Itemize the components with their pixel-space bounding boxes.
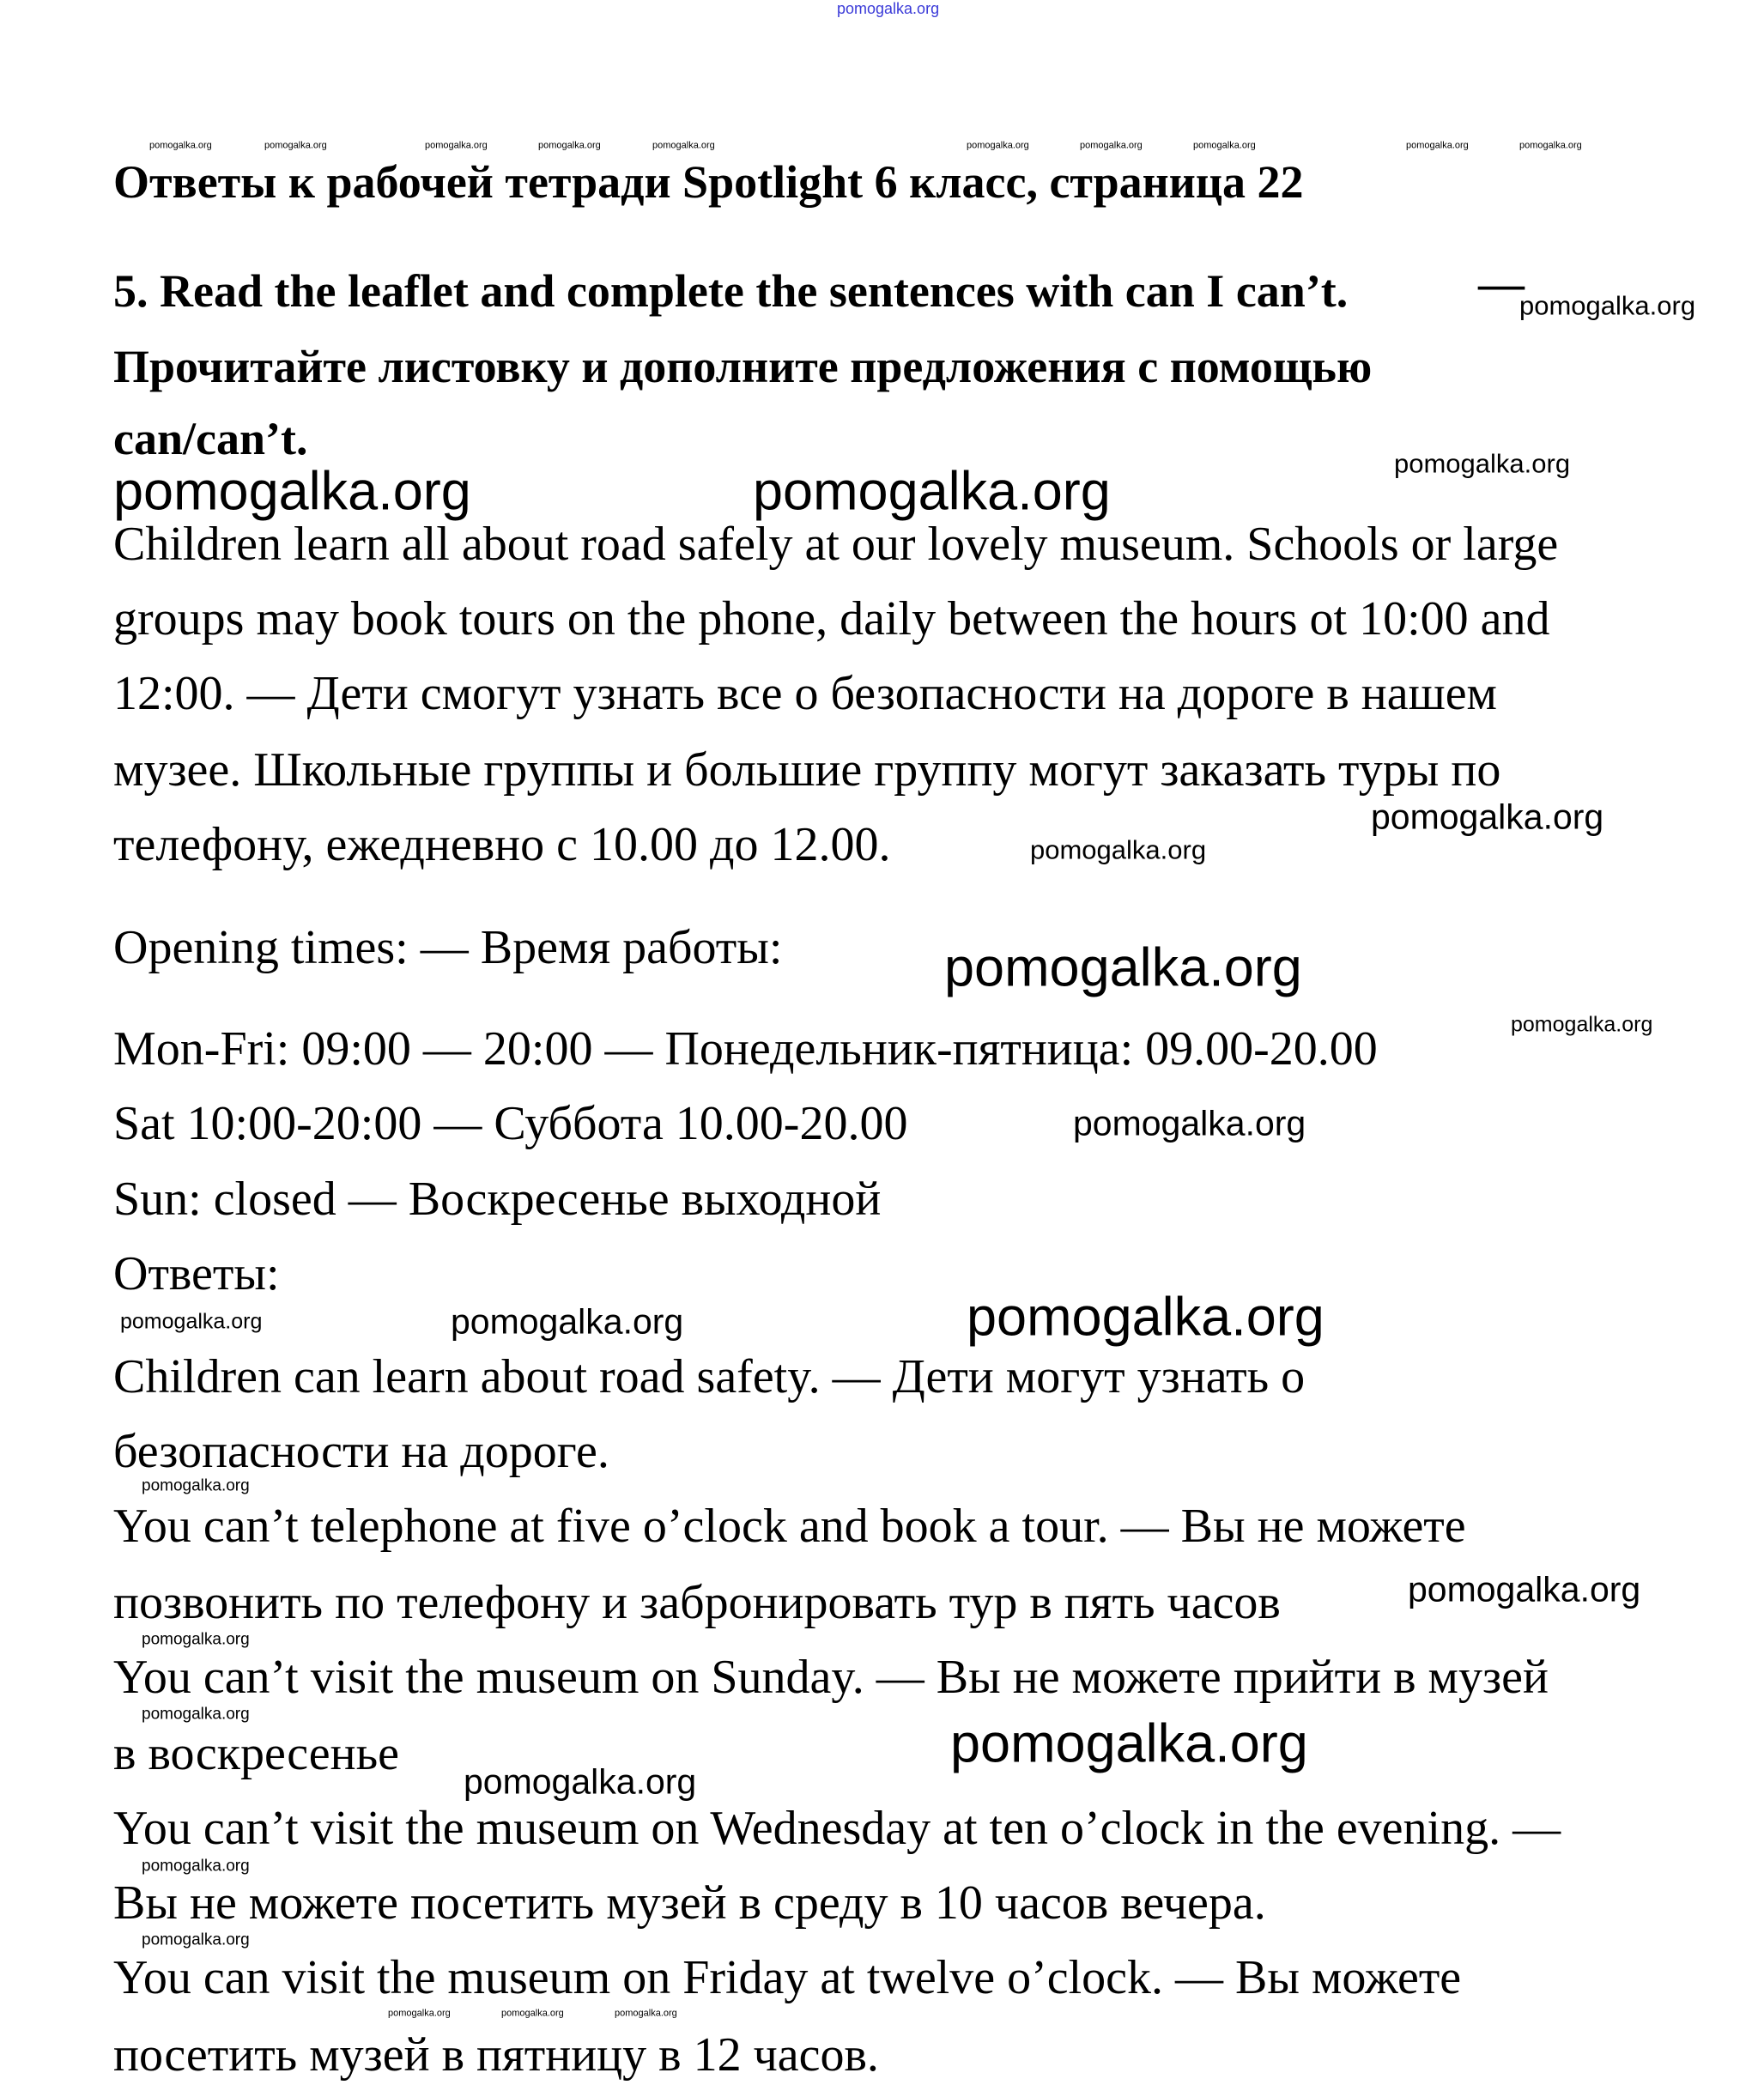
- watermark: pomogalka.org: [113, 461, 471, 522]
- leaflet-line: Children learn all about road safely at our lovely museum. Schools or large: [113, 518, 1559, 571]
- watermark: pomogalka.org: [1080, 140, 1143, 151]
- opening-times-label: Opening times: — Время работы:: [113, 921, 783, 974]
- leaflet-line: groups may book tours on the phone, daily between the hours ot 10:00 and: [113, 592, 1550, 646]
- page-title: Ответы к рабочей тетради Spotlight 6 класс, страница 22: [113, 156, 1304, 208]
- watermark: pomogalka.org: [1193, 140, 1256, 151]
- watermark: pomogalka.org: [425, 140, 488, 151]
- watermark: pomogalka.org: [1519, 290, 1696, 321]
- leaflet-line: телефону, ежедневно с 10.00 до 12.00.: [113, 818, 891, 871]
- watermark: pomogalka.org: [264, 140, 327, 151]
- opening-line: Mon-Fri: 09:00 — 20:00 — Понедельник-пятница: 09.00-20.00: [113, 1022, 1378, 1076]
- answer-line: You can’t telephone at five o’clock and book a tour. — Вы не можете: [113, 1500, 1466, 1553]
- watermark: pomogalka.org: [120, 1309, 263, 1334]
- answer-line: You can visit the museum on Friday at twelve o’clock. — Вы можете: [113, 1951, 1462, 2004]
- opening-line: Sat 10:00-20:00 — Суббота 10.00-20.00: [113, 1097, 908, 1150]
- watermark: pomogalka.org: [1406, 140, 1469, 151]
- watermark: pomogalka.org: [944, 937, 1302, 998]
- watermark-link[interactable]: pomogalka.org: [837, 0, 940, 17]
- watermark: pomogalka.org: [142, 1857, 250, 1876]
- watermark: pomogalka.org: [967, 140, 1029, 151]
- watermark: pomogalka.org: [149, 140, 212, 151]
- watermark: pomogalka.org: [142, 1705, 250, 1724]
- watermark: pomogalka.org: [1519, 140, 1582, 151]
- watermark: pomogalka.org: [142, 1630, 250, 1649]
- task-heading-dash: —: [1478, 258, 1525, 309]
- watermark: pomogalka.org: [1371, 797, 1604, 837]
- watermark: pomogalka.org: [388, 2008, 451, 2019]
- watermark: pomogalka.org: [451, 1301, 684, 1342]
- watermark: pomogalka.org: [652, 140, 715, 151]
- answers-label: Ответы:: [113, 1247, 280, 1300]
- watermark: pomogalka.org: [538, 140, 601, 151]
- watermark: pomogalka.org: [1408, 1569, 1641, 1609]
- answer-line: Children can learn about road safety. — Дети могут узнать о: [113, 1350, 1306, 1403]
- watermark: pomogalka.org: [1073, 1103, 1306, 1143]
- watermark: pomogalka.org: [615, 2008, 677, 2019]
- watermark: pomogalka.org: [967, 1287, 1325, 1348]
- answer-line: посетить музей в пятницу в 12 часов.: [113, 2028, 879, 2082]
- answer-line: You can’t visit the museum on Sunday. — Вы не можете прийти в музей: [113, 1651, 1549, 1704]
- watermark: pomogalka.org: [1511, 1012, 1653, 1037]
- leaflet-line: 12:00. — Дети смогут узнать все о безопасности на дороге в нашем: [113, 667, 1497, 720]
- answer-line: позвонить по телефону и забронировать тур в пять часов: [113, 1576, 1281, 1629]
- watermark: pomogalka.org: [1030, 834, 1207, 865]
- watermark: pomogalka.org: [950, 1713, 1308, 1774]
- task-heading-ru: Прочитайте листовку и дополните предложения с помощью: [113, 341, 1373, 392]
- answer-line: Вы не можете посетить музей в среду в 10 часов вечера.: [113, 1876, 1266, 1930]
- task-heading-ru-2: can/can’t.: [113, 413, 308, 464]
- answer-line: You can’t visit the museum on Wednesday at ten o’clock in the evening. —: [113, 1802, 1561, 1855]
- watermark: pomogalka.org: [142, 1476, 250, 1495]
- answer-line: в воскресенье: [113, 1727, 399, 1780]
- answer-line: безопасности на дороге.: [113, 1425, 609, 1478]
- watermark: pomogalka.org: [464, 1761, 697, 1802]
- watermark: pomogalka.org: [501, 2008, 564, 2019]
- watermark: pomogalka.org: [142, 1930, 250, 1949]
- watermark: pomogalka.org: [1394, 448, 1571, 479]
- leaflet-line: музее. Школьные группы и большие группу могут заказать туры по: [113, 743, 1501, 797]
- watermark: pomogalka.org: [753, 461, 1111, 522]
- opening-line: Sun: closed — Воскресенье выходной: [113, 1173, 882, 1226]
- task-heading-en: 5. Read the leaflet and complete the sentences with can I can’t.: [113, 265, 1349, 317]
